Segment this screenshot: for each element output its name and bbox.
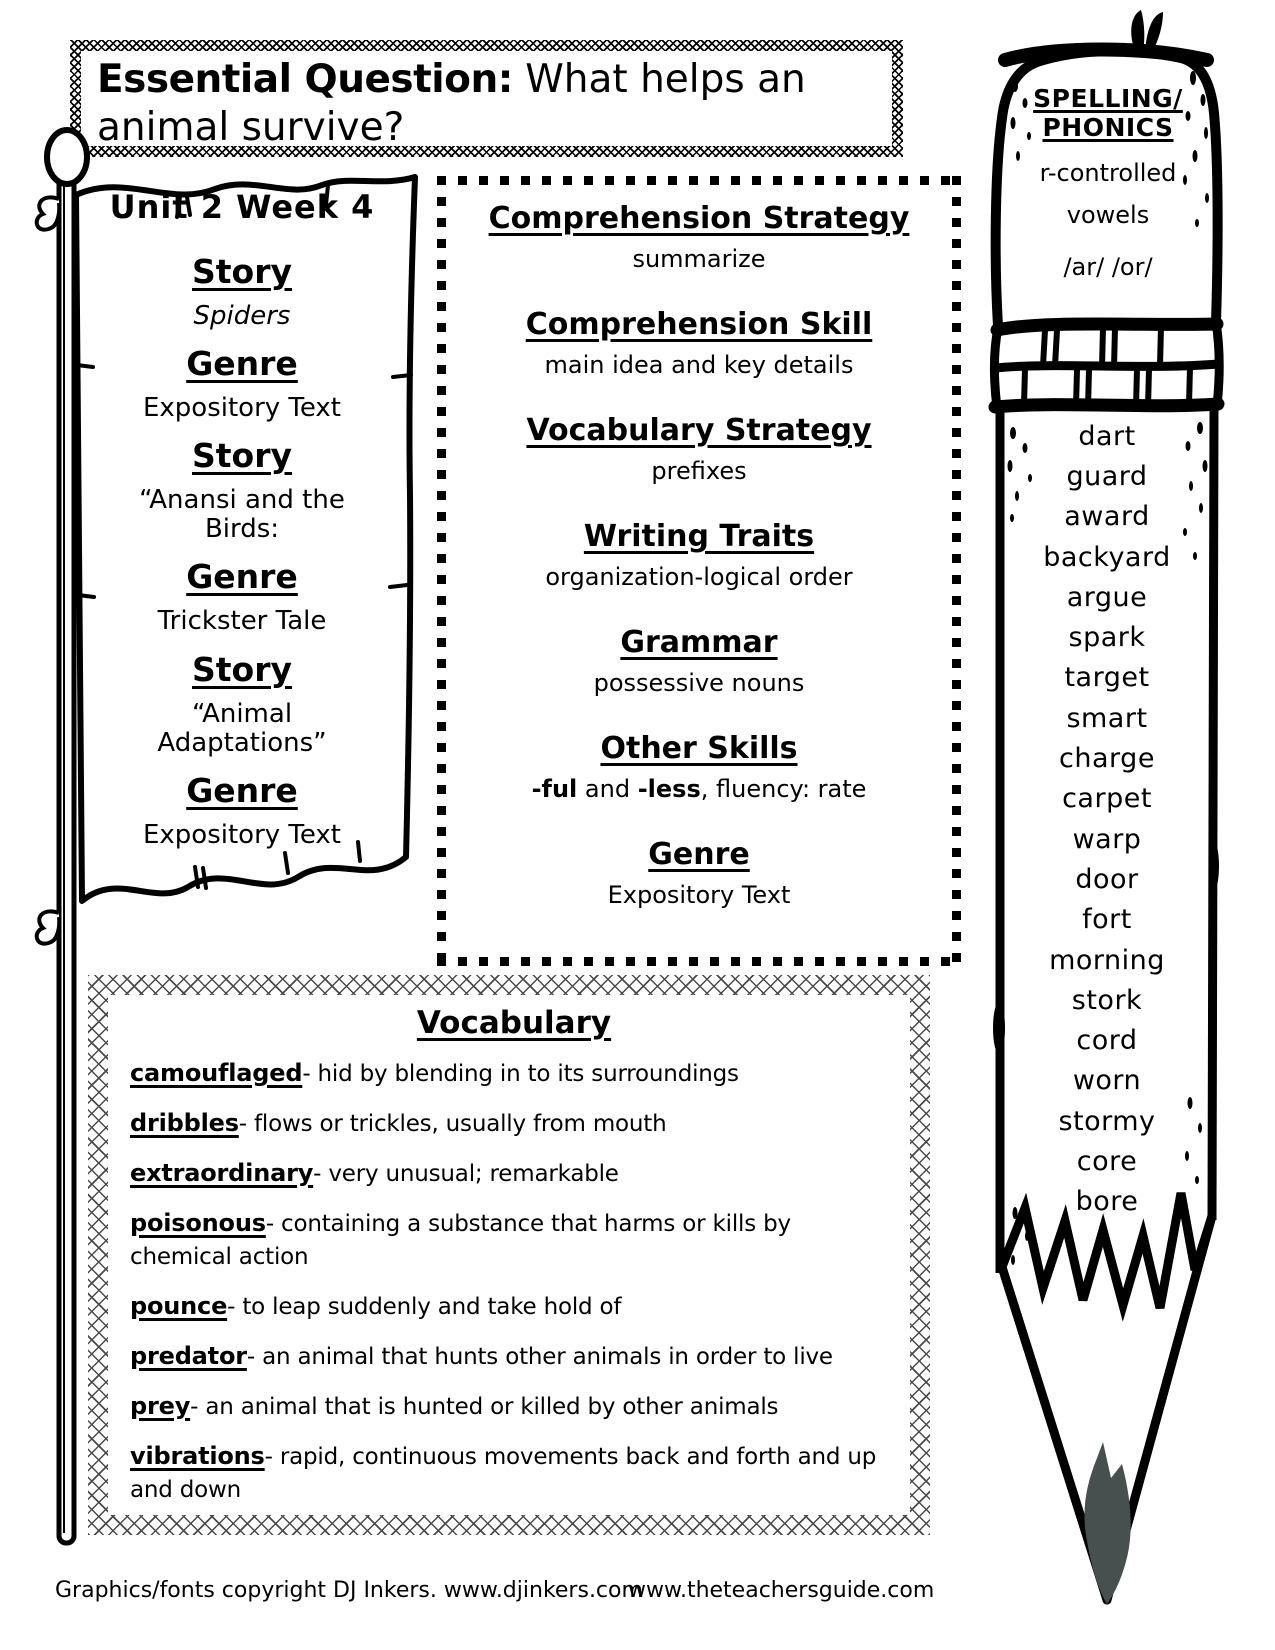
spelling-word: argue	[1066, 581, 1148, 613]
vocab-definition: - an animal that hunts other animals in order to live	[246, 1344, 833, 1370]
vocabulary-box	[88, 975, 930, 1535]
vocab-entry	[130, 1207, 898, 1274]
other-skills-part-ful: -ful	[531, 775, 578, 803]
vocab-definition: - hid by blending in to its surroundings	[302, 1061, 739, 1087]
phonics-subtitle-2: vowels	[1066, 201, 1150, 229]
flag-heading-genre-1: Genre	[186, 344, 298, 384]
spelling-word: backyard	[1043, 541, 1171, 573]
pencil-ferrule	[995, 322, 1220, 408]
skills-heading-comprehension-strategy: Comprehension Strategy	[488, 201, 910, 236]
flag-value-genre-1: Expository Text	[142, 393, 342, 424]
vocab-entry	[130, 1290, 898, 1324]
spelling-word-list	[1012, 416, 1202, 1222]
vocab-entry	[130, 1057, 898, 1091]
skills-heading-other-skills: Other Skills	[600, 731, 798, 766]
spelling-word: stork	[1071, 984, 1143, 1016]
vocab-definition: - to leap suddenly and take hold of	[227, 1294, 622, 1320]
other-skills-part-and: and	[577, 775, 638, 803]
skills-heading-comprehension-skill: Comprehension Skill	[525, 307, 873, 342]
phonics-subtitle-1: r-controlled	[1039, 159, 1177, 187]
footer-site-url: www.theteachersguide.com	[628, 1578, 935, 1603]
vocab-term: pounce	[130, 1292, 228, 1320]
flag-heading-story-3: Story	[192, 649, 292, 689]
pencil-tip	[1002, 1193, 1212, 1604]
skills-section	[445, 730, 953, 804]
phonics-sounds: /ar/ /or/	[1063, 253, 1153, 281]
skills-value-genre: Expository Text	[607, 881, 791, 909]
spelling-word: bore	[1075, 1186, 1139, 1218]
spelling-word: charge	[1059, 743, 1155, 775]
vocab-definition: - very unusual; remarkable	[313, 1161, 619, 1187]
skills-section	[445, 306, 953, 380]
spelling-phonics-title-line2: PHONICS	[1042, 113, 1174, 142]
vocab-entry	[130, 1107, 898, 1141]
skills-section	[445, 200, 953, 274]
skills-heading-genre: Genre	[648, 837, 750, 872]
spelling-phonics-title-line1: SPELLING/	[1033, 84, 1183, 113]
flag-heading-genre-3: Genre	[186, 770, 298, 810]
vocab-entry	[130, 1340, 898, 1374]
vocabulary-content	[108, 995, 910, 1515]
flag-heading-genre-2: Genre	[186, 557, 298, 597]
flag-value-story-1: Spiders	[193, 301, 291, 331]
flag-value-story-2-line1: “Anansi and the	[139, 485, 345, 516]
spelling-word: target	[1064, 662, 1150, 694]
spelling-phonics-header	[1008, 84, 1208, 281]
flag-pole-knob	[47, 130, 87, 184]
vocabulary-title-text: Vocabulary	[416, 1005, 612, 1041]
skills-value-other-skills	[445, 774, 953, 804]
skills-panel-content	[437, 176, 961, 910]
vocab-entry	[130, 1157, 898, 1191]
vocab-entry	[130, 1440, 898, 1507]
skills-section	[445, 518, 953, 592]
vocab-term: predator	[130, 1342, 247, 1370]
skills-value-comprehension-strategy: summarize	[632, 245, 766, 273]
spelling-word: stormy	[1058, 1105, 1156, 1137]
vocab-definition: - rapid, continuous movements back and forth and up and down	[130, 1444, 877, 1503]
essential-question-label: Essential Question:	[97, 57, 513, 102]
flag-heading-story-2: Story	[192, 436, 292, 476]
skills-value-writing-traits: organization-logical order	[545, 563, 853, 591]
skills-heading-vocabulary-strategy: Vocabulary Strategy	[526, 413, 872, 448]
skills-heading-grammar: Grammar	[620, 625, 778, 660]
flag-value-story-3-line1: “Animal	[191, 698, 293, 729]
vocab-term: prey	[130, 1392, 191, 1420]
vocab-term: dribbles	[130, 1109, 239, 1137]
skills-value-comprehension-skill: main idea and key details	[544, 351, 854, 379]
essential-question-text: What helps an animal survive?	[97, 57, 806, 150]
flag-bow-bottom	[37, 911, 60, 943]
vocab-definition: - flows or trickles, usually from mouth	[238, 1111, 667, 1137]
spelling-word: dart	[1078, 420, 1136, 452]
vocab-term: extraordinary	[130, 1159, 314, 1187]
spelling-word: spark	[1068, 622, 1146, 654]
flag-bow-top	[37, 197, 60, 229]
vocab-definition: - an animal that is hunted or killed by other animals	[190, 1394, 779, 1420]
spelling-word: carpet	[1062, 783, 1152, 815]
spelling-word: guard	[1066, 460, 1148, 492]
pencil-graphite	[1085, 1442, 1131, 1604]
spelling-word: door	[1075, 863, 1139, 895]
spelling-word: fort	[1082, 904, 1132, 936]
vocab-term: poisonous	[130, 1209, 266, 1237]
vocab-definition: - containing a substance that harms or kills by chemical action	[130, 1211, 791, 1270]
spelling-word: smart	[1066, 702, 1148, 734]
skills-heading-writing-traits: Writing Traits	[583, 519, 815, 554]
spelling-word: core	[1076, 1145, 1138, 1177]
skills-value-vocabulary-strategy: prefixes	[651, 457, 747, 485]
flag-panel	[96, 188, 388, 850]
spelling-word: worn	[1072, 1065, 1142, 1097]
flag-heading-story-1: Story	[192, 252, 292, 291]
spelling-word: award	[1064, 501, 1150, 533]
spelling-word: morning	[1049, 944, 1165, 976]
flag-value-genre-2: Trickster Tale	[157, 606, 327, 637]
skills-value-grammar: possessive nouns	[593, 669, 805, 697]
flag-value-story-3-line2: Adaptations”	[157, 727, 327, 758]
vocab-entry	[130, 1390, 898, 1424]
skills-section	[445, 412, 953, 486]
skills-panel	[437, 176, 961, 966]
other-skills-part-less: -less	[637, 775, 701, 803]
spelling-word: warp	[1072, 823, 1142, 855]
spelling-word: cord	[1076, 1025, 1138, 1057]
skills-section	[445, 836, 953, 910]
flag-value-genre-3: Expository Text	[142, 819, 342, 850]
other-skills-part-fluency: , fluency: rate	[700, 775, 867, 803]
vocab-term: vibrations	[130, 1442, 265, 1470]
skills-section	[445, 624, 953, 698]
vocabulary-title	[130, 1005, 898, 1041]
flag-value-story-2-line2: Birds:	[204, 514, 280, 545]
footer-copyright: Graphics/fonts copyright DJ Inkers. www.djinkers.com	[55, 1578, 643, 1603]
unit-week-title: Unit 2 Week 4	[109, 188, 375, 226]
vocab-term: camouflaged	[130, 1059, 303, 1087]
